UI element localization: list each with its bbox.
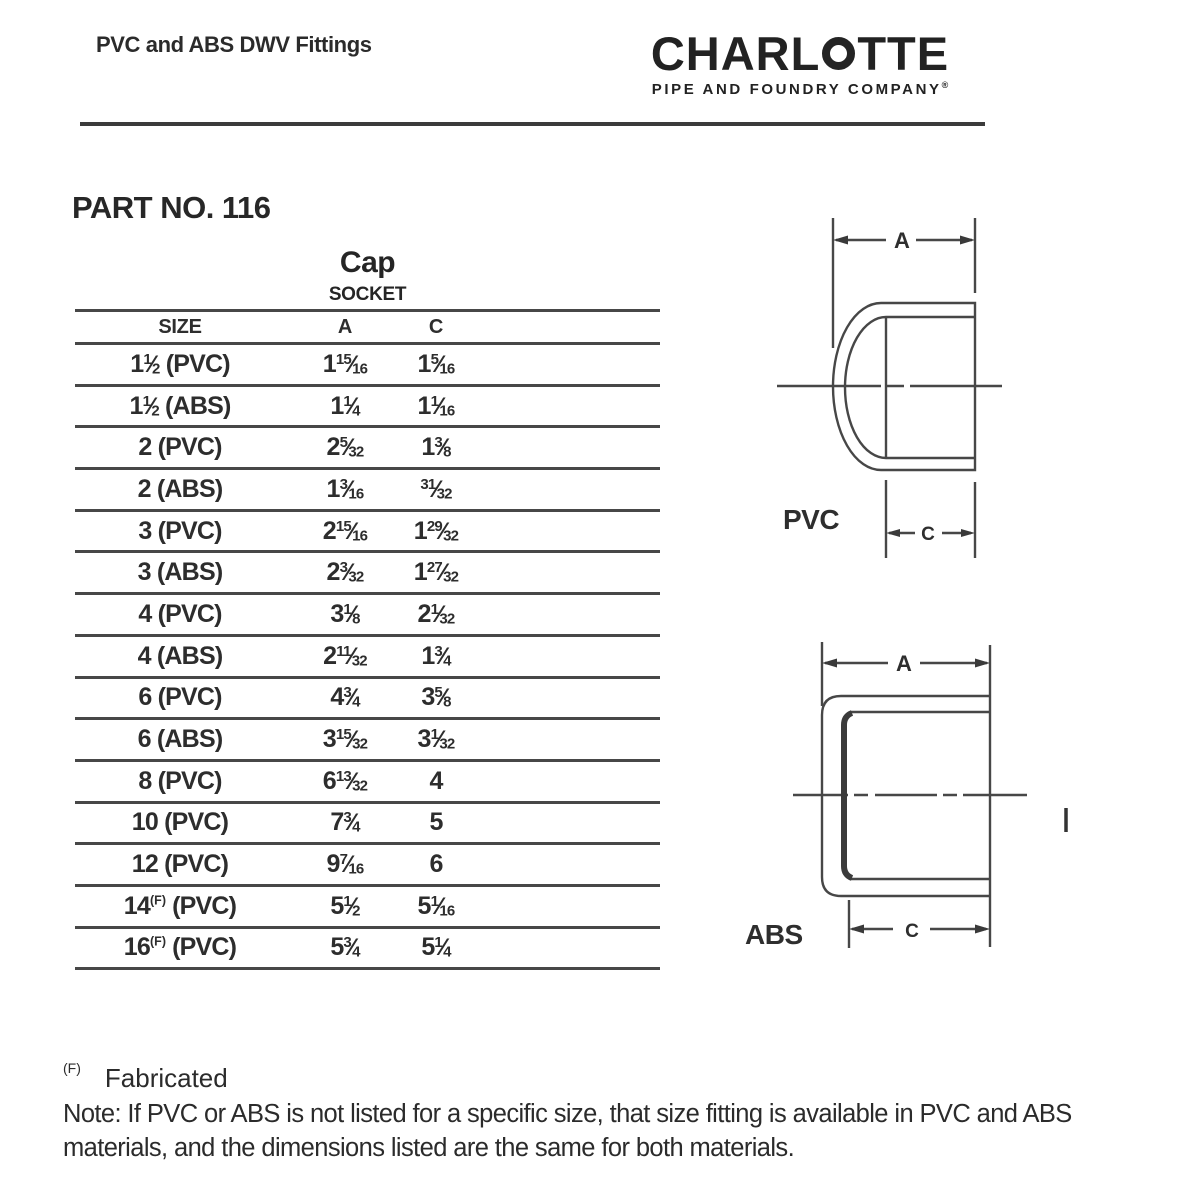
cell-size: 6 (PVC) [138, 683, 222, 712]
cell-a: 315⁄32 [322, 725, 368, 754]
cell-size: 2 (ABS) [137, 474, 223, 503]
cell-size: 4 (PVC) [138, 599, 222, 628]
document-title: PVC and ABS DWV Fittings [96, 32, 372, 57]
brand-name-post: TTE [857, 27, 950, 80]
company-logo [630, 27, 970, 98]
pvc-dim-a-label: A [894, 228, 910, 253]
pvc-cap-drawing [770, 205, 1010, 565]
cell-size: 3 (ABS) [137, 558, 223, 587]
cell-c: 129⁄32 [413, 516, 459, 545]
table-row [75, 845, 660, 887]
header-divider [80, 122, 985, 126]
table-header-row [75, 309, 660, 345]
cell-a: 23⁄32 [326, 558, 364, 587]
cell-size: $14^{(F)}$ (PVC) [123, 891, 237, 920]
brand-name-pre: CHARL [650, 27, 821, 80]
availability-note: Note: If PVC or ABS is not listed for a specific size, that size fitting is available in PVC and ABS materials, and the dimensions listed are the same for both materials. [63, 1100, 1072, 1162]
cell-a: 51⁄2 [330, 891, 360, 920]
cell-a: 73⁄4 [330, 808, 360, 837]
cell-a: 11⁄4 [330, 391, 360, 420]
registered-mark: ® [941, 80, 949, 90]
fabricated-footnote [63, 1060, 228, 1094]
table-row [75, 345, 660, 387]
table-row [75, 470, 660, 512]
pvc-dim-c-label: C [921, 524, 935, 545]
table-group-header: SOCKET [328, 284, 407, 305]
cell-size: 6 (ABS) [137, 725, 223, 754]
cell-c: 13⁄8 [421, 433, 451, 462]
cell-c: 21⁄32 [417, 599, 455, 628]
pvc-dim-c-arrow-right-icon [961, 529, 975, 537]
cell-a: 53⁄4 [330, 933, 360, 962]
cell-c: 35⁄8 [421, 683, 451, 712]
cell-c: 13⁄4 [421, 641, 451, 670]
brand-tagline: PIPE AND FOUNDRY COMPANY® [651, 80, 949, 98]
pvc-dim-c-arrow-left-icon [886, 529, 900, 537]
abs-dim-a-arrow-left-icon [822, 659, 837, 668]
cell-size: $16^{(F)}$ (PVC) [123, 933, 237, 962]
table-row [75, 553, 660, 595]
part-number-heading: PART NO. 116 [72, 190, 271, 225]
cell-a: 25⁄32 [326, 433, 364, 462]
cell-size: 12 (PVC) [131, 850, 229, 879]
product-title: Cap [339, 246, 396, 279]
brand-name [630, 27, 970, 80]
cell-size: 11⁄2 (ABS) [129, 391, 231, 420]
abs-dim-c-label: C [905, 921, 919, 942]
cell-a: 13⁄16 [326, 474, 364, 503]
table-row [75, 679, 660, 721]
table-row [75, 804, 660, 846]
cell-size: 10 (PVC) [131, 808, 229, 837]
cell-size: 3 (PVC) [138, 516, 222, 545]
cell-c: 51⁄4 [421, 933, 451, 962]
socket-dimensions-table [75, 243, 660, 970]
cell-size: 4 (ABS) [137, 641, 223, 670]
cell-a: 115⁄16 [322, 349, 368, 378]
cell-a: 31⁄8 [330, 599, 360, 628]
cell-c: 11⁄16 [417, 391, 455, 420]
table-row [75, 428, 660, 470]
cell-size: 8 (PVC) [138, 766, 222, 795]
column-header-a: A [337, 315, 353, 338]
footnote-marker: (F) [63, 1060, 81, 1076]
cell-c: 15⁄16 [417, 349, 455, 378]
cell-c: 5 [429, 808, 443, 837]
footnote-text: Fabricated [104, 1063, 228, 1093]
pvc-dim-a-arrow-right-icon [960, 236, 975, 245]
table-row [75, 387, 660, 429]
abs-dim-c-arrow-right-icon [975, 925, 990, 934]
cell-a: 215⁄16 [322, 516, 368, 545]
cell-size: 11⁄2 (PVC) [130, 349, 230, 378]
cell-c: 31⁄32 [417, 725, 455, 754]
abs-dim-a-arrow-right-icon [975, 659, 990, 668]
cell-a: 613⁄32 [322, 766, 368, 795]
cell-c: 51⁄16 [417, 891, 455, 920]
cell-c: 4 [429, 766, 443, 795]
cell-size: 2 (PVC) [138, 433, 222, 462]
abs-cap-drawing [745, 635, 1075, 990]
cell-c: 6 [429, 850, 443, 879]
table-row [75, 637, 660, 679]
table-row [75, 887, 660, 929]
abs-material-label: ABS [745, 919, 803, 950]
cell-c: 127⁄32 [413, 558, 459, 587]
abs-dim-a-label: A [896, 651, 912, 676]
table-row [75, 595, 660, 637]
cell-a: 43⁄4 [330, 683, 360, 712]
pvc-material-label: PVC [783, 504, 840, 535]
cell-a: 97⁄16 [326, 850, 364, 879]
socket-table-body [75, 345, 660, 970]
table-row [75, 929, 660, 971]
abs-dim-c-arrow-left-icon [849, 925, 864, 934]
table-row [75, 720, 660, 762]
cell-a: 211⁄32 [323, 641, 367, 670]
table-row [75, 512, 660, 554]
column-header-size: SIZE [158, 315, 202, 338]
cell-c: 31⁄32 [420, 475, 452, 503]
column-header-c: C [428, 315, 444, 338]
pvc-cap-inner-outline [845, 317, 975, 458]
pvc-dim-a-arrow-left-icon [833, 236, 848, 245]
table-row [75, 762, 660, 804]
logo-o-ring-icon [822, 37, 855, 70]
